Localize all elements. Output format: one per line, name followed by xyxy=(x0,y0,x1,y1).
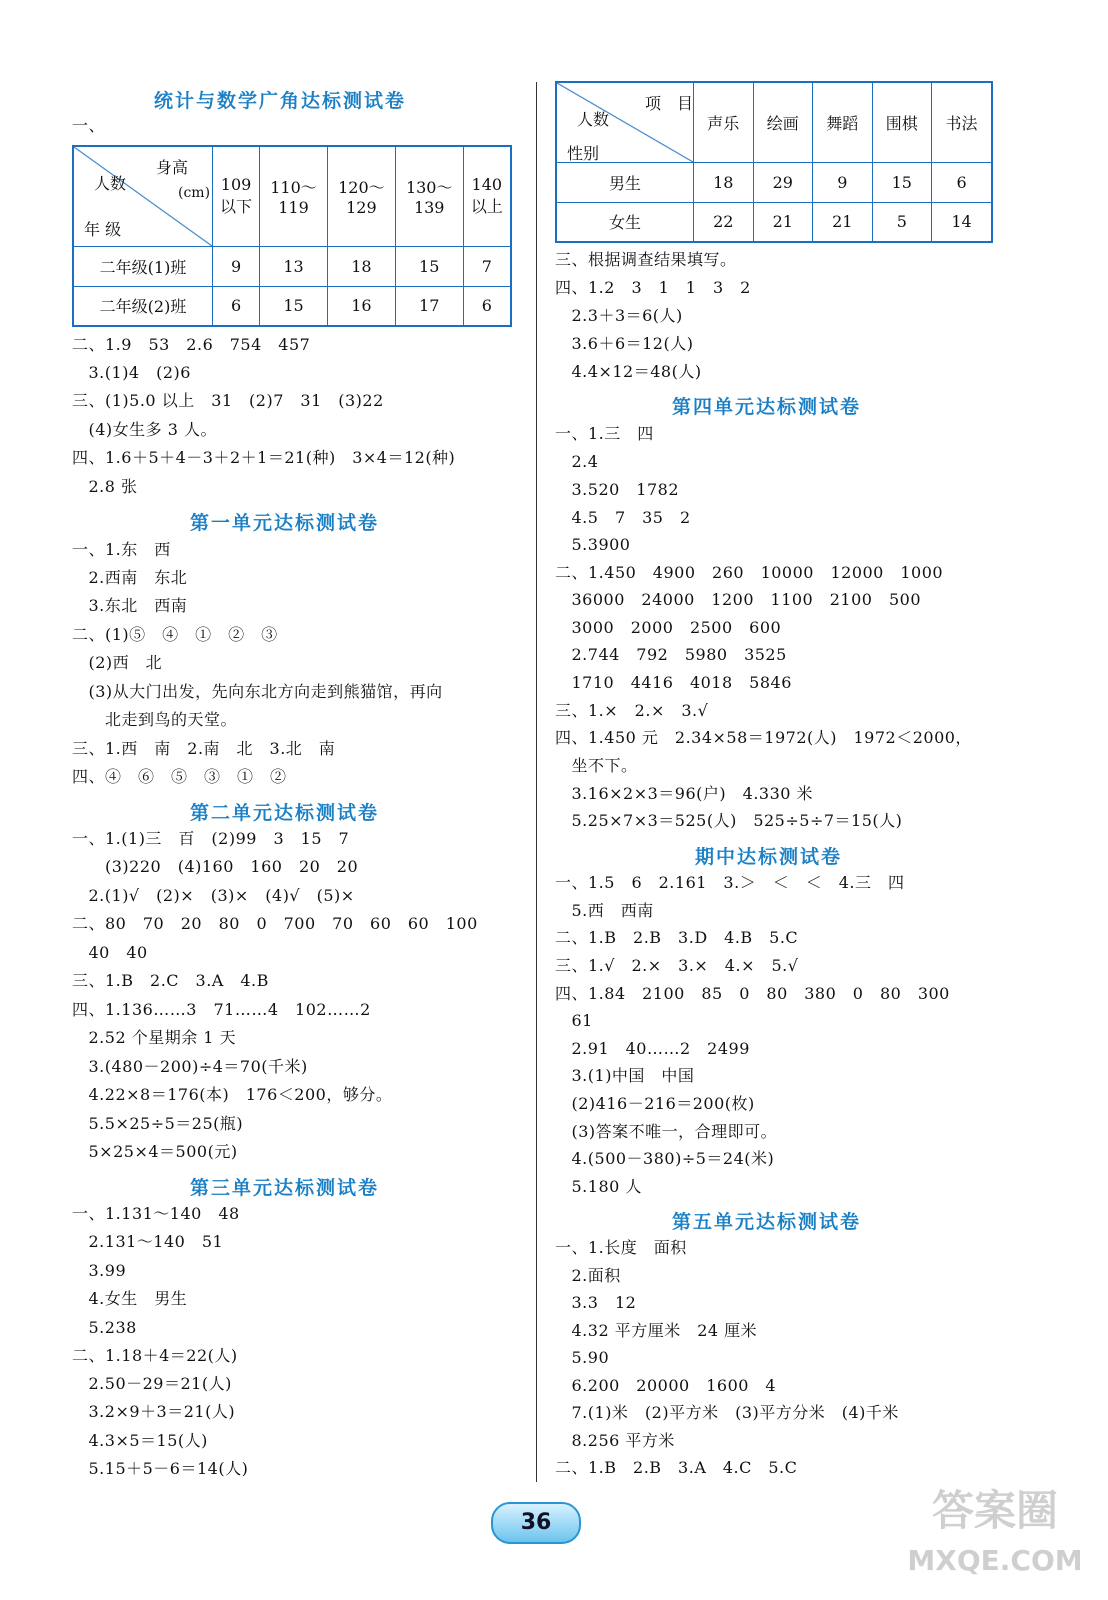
section-title-unit2: 第二单元达标测试卷 xyxy=(190,802,380,824)
answer-line: 3.520 1782 xyxy=(555,480,680,499)
section-title-statistics: 统计与数学广角达标测试卷 xyxy=(154,90,407,112)
table-header-cell: 130～ 139 xyxy=(395,146,463,246)
table-cell: 6 xyxy=(213,286,260,326)
answer-line: 40 40 xyxy=(72,943,148,962)
answer-line: 5.238 xyxy=(72,1318,137,1337)
answer-line: 4.22×8＝176(本) 176＜200，够分。 xyxy=(72,1085,393,1104)
table-header-cell: 书法 xyxy=(932,82,992,162)
section-title-unit3: 第三单元达标测试卷 xyxy=(190,1177,380,1199)
answer-line: 2.91 40……2 2499 xyxy=(555,1039,750,1058)
page-number-badge: 36 xyxy=(491,1502,581,1544)
table-row xyxy=(556,202,992,242)
answer-line: 3.16×2×3＝96(户) 4.330 米 xyxy=(555,784,814,803)
watermark-url: MXQE.COM xyxy=(907,1544,1083,1577)
table-cell: 14 xyxy=(932,202,992,242)
answer-line: 3.(1)4 (2)6 xyxy=(72,363,191,382)
table-corner-header xyxy=(73,146,213,246)
answer-line: 2.(1)√ (2)× (3)× (4)√ (5)× xyxy=(72,886,355,905)
answer-line: 5.西 西南 xyxy=(555,901,654,920)
section-title-midterm: 期中达标测试卷 xyxy=(695,846,843,868)
question-label: 一、 xyxy=(72,116,106,135)
table-header-cell: 110～ 119 xyxy=(260,146,328,246)
row-label: 二年级(1)班 xyxy=(73,246,213,286)
answer-line: 3.东北 西南 xyxy=(72,596,188,615)
table-header-cell: 140 以上 xyxy=(463,146,511,246)
table-cell: 15 xyxy=(872,162,932,202)
section-title-unit4: 第四单元达标测试卷 xyxy=(672,396,862,418)
table-cell: 6 xyxy=(932,162,992,202)
answer-line: 5.5×25÷5＝25(瓶) xyxy=(72,1114,244,1133)
watermark-text: 答案圈 xyxy=(931,1486,1058,1535)
table-header-cell: 围棋 xyxy=(872,82,932,162)
answer-line: 四、1.6＋5＋4－3＋2＋1＝21(种) 3×4＝12(种) xyxy=(72,448,456,467)
section-title-unit5: 第五单元达标测试卷 xyxy=(672,1211,862,1233)
answer-line: 四、1.2 3 1 1 3 2 xyxy=(555,278,751,297)
answer-line: 2.50－29＝21(人) xyxy=(72,1374,232,1393)
answer-line: 一、1.(1)三 百 (2)99 3 15 7 xyxy=(72,829,350,848)
answer-line: (3)从大门出发，先向东北方向走到熊猫馆，再向 xyxy=(72,682,443,701)
table-cell: 9 xyxy=(213,246,260,286)
answer-line: 2.3＋3＝6(人) xyxy=(555,306,683,325)
table-cell: 29 xyxy=(753,162,813,202)
answer-line: 三、1.√ 2.× 3.× 4.× 5.√ xyxy=(555,956,799,975)
answer-line: (2)416－216＝200(枚) xyxy=(555,1094,755,1113)
answer-line: 二、1.9 53 2.6 754 457 xyxy=(72,335,311,354)
table-cell: 5 xyxy=(872,202,932,242)
corner-item-label: 项 目 xyxy=(645,94,694,113)
answer-line: 2.4 xyxy=(555,452,599,471)
table-header-cell: 120～ 129 xyxy=(327,146,395,246)
column-divider xyxy=(536,82,537,1482)
answer-line: 4.(500－380)÷5＝24(米) xyxy=(555,1149,775,1168)
corner-height-label: 身高 xyxy=(156,158,189,177)
table-header-cell: 绘画 xyxy=(753,82,813,162)
answer-line: 5.15＋5－6＝14(人) xyxy=(72,1459,249,1478)
answer-line: 5.3900 xyxy=(555,535,631,554)
answer-line: 6.200 20000 1600 4 xyxy=(555,1376,777,1395)
answer-line: 2.131～140 51 xyxy=(72,1232,224,1251)
answer-line: 5×25×4＝500(元) xyxy=(72,1142,238,1161)
corner-grade-label: 年 级 xyxy=(84,220,122,239)
answer-line: 7.(1)米 (2)平方米 (3)平方分米 (4)千米 xyxy=(555,1403,899,1422)
answer-line: (3)220 (4)160 160 20 20 xyxy=(72,857,359,876)
answer-line: 一、1.东 西 xyxy=(72,540,171,559)
answer-line: 三、1.西 南 2.南 北 3.北 南 xyxy=(72,739,336,758)
answer-line: 二、80 70 20 80 0 700 70 60 60 100 xyxy=(72,914,478,933)
table-row xyxy=(556,162,992,202)
table-cell: 18 xyxy=(694,162,754,202)
answer-line: 三、(1)5.0 以上 31 (2)7 31 (3)22 xyxy=(72,391,384,410)
watermark-logo xyxy=(905,1478,1085,1588)
answer-line: 2.面积 xyxy=(555,1266,621,1285)
row-label: 女生 xyxy=(556,202,694,242)
answer-line: 5.90 xyxy=(555,1348,610,1367)
table-cell: 21 xyxy=(753,202,813,242)
answer-line: 36000 24000 1200 1100 2100 500 xyxy=(555,590,921,609)
row-label: 男生 xyxy=(556,162,694,202)
corner-unit-label: (cm) xyxy=(178,185,211,201)
table-cell: 17 xyxy=(395,286,463,326)
table-cell: 21 xyxy=(813,202,873,242)
table-row xyxy=(73,246,511,286)
answer-line: 四、1.450 元 2.34×58＝1972(人) 1972＜2000， xyxy=(555,728,972,747)
answer-line: 2.8 张 xyxy=(72,477,138,496)
answer-line: 一、1.5 6 2.161 3.＞ ＜ ＜ 4.三 四 xyxy=(555,873,905,892)
answer-line: (4)女生多 3 人。 xyxy=(72,420,218,439)
section-title-unit1: 第一单元达标测试卷 xyxy=(190,512,380,534)
table-cell: 9 xyxy=(813,162,873,202)
row-label: 二年级(2)班 xyxy=(73,286,213,326)
activity-table xyxy=(555,81,993,243)
table-header-cell: 声乐 xyxy=(694,82,754,162)
answer-line: 4.女生 男生 xyxy=(72,1289,188,1308)
answer-line: 8.256 平方米 xyxy=(555,1431,675,1450)
table-row xyxy=(73,286,511,326)
table-cell: 7 xyxy=(463,246,511,286)
height-table xyxy=(72,145,512,327)
answer-line: 5.25×7×3＝525(人) 525÷5÷7＝15(人) xyxy=(555,811,903,830)
table-cell: 13 xyxy=(260,246,328,286)
answer-line: 4.3×5＝15(人) xyxy=(72,1431,208,1450)
answer-line: 61 xyxy=(555,1011,593,1030)
answer-line: 二、(1)⑤ ④ ① ② ③ xyxy=(72,625,278,644)
answer-line: 2.西南 东北 xyxy=(72,568,188,587)
answer-line: 三、1.B 2.C 3.A 4.B xyxy=(72,971,269,990)
answer-line: 3.(480－200)÷4＝70(千米) xyxy=(72,1057,308,1076)
table-cell: 22 xyxy=(694,202,754,242)
corner-gender-label: 性别 xyxy=(567,144,600,163)
answer-line: 4.4×12＝48(人) xyxy=(555,362,702,381)
answer-line: 二、1.450 4900 260 10000 12000 1000 xyxy=(555,563,944,582)
answer-line: 四、1.136……3 71……4 102……2 xyxy=(72,1000,371,1019)
answer-line: 1710 4416 4018 5846 xyxy=(555,673,792,692)
table-header-cell: 舞蹈 xyxy=(813,82,873,162)
answer-line: 2.52 个星期余 1 天 xyxy=(72,1028,237,1047)
answer-line: (2)西 北 xyxy=(72,653,163,672)
corner-count-label: 人数 xyxy=(577,110,610,129)
answer-line: (3)答案不唯一，合理即可。 xyxy=(555,1122,778,1141)
answer-line: 四、④ ⑥ ⑤ ③ ① ② xyxy=(72,767,287,786)
answer-line: 一、1.131～140 48 xyxy=(72,1204,240,1223)
corner-count-label: 人数 xyxy=(94,174,127,193)
table-cell: 18 xyxy=(327,246,395,286)
answer-line: 2.744 792 5980 3525 xyxy=(555,645,787,664)
answer-line: 三、根据调查结果填写。 xyxy=(555,250,737,269)
table-cell: 15 xyxy=(260,286,328,326)
answer-line: 二、1.B 2.B 3.D 4.B 5.C xyxy=(555,928,799,947)
answer-line: 3.99 xyxy=(72,1261,127,1280)
table-cell: 15 xyxy=(395,246,463,286)
answer-line: 3.3 12 xyxy=(555,1293,637,1312)
answer-line: 一、1.三 四 xyxy=(555,424,654,443)
answer-line: 二、1.18＋4＝22(人) xyxy=(72,1346,238,1365)
answer-line: 4.32 平方厘米 24 厘米 xyxy=(555,1321,758,1340)
answer-line: 北走到鸟的天堂。 xyxy=(72,710,238,729)
answer-line: 3.(1)中国 中国 xyxy=(555,1066,695,1085)
table-cell: 6 xyxy=(463,286,511,326)
answer-line: 四、1.84 2100 85 0 80 380 0 80 300 xyxy=(555,984,950,1003)
answer-line: 5.180 人 xyxy=(555,1177,642,1196)
answer-line: 一、1.长度 面积 xyxy=(555,1238,687,1257)
answer-line: 3.6＋6＝12(人) xyxy=(555,334,694,353)
answer-line: 4.5 7 35 2 xyxy=(555,508,691,527)
table-header-cell: 109 以下 xyxy=(213,146,260,246)
answer-line: 坐不下。 xyxy=(555,756,638,775)
answer-line: 3000 2000 2500 600 xyxy=(555,618,782,637)
table-corner-header xyxy=(556,82,694,162)
answer-line: 3.2×9＋3＝21(人) xyxy=(72,1402,236,1421)
answer-line: 三、1.× 2.× 3.√ xyxy=(555,701,709,720)
answer-line: 二、1.B 2.B 3.A 4.C 5.C xyxy=(555,1458,798,1477)
table-cell: 16 xyxy=(327,286,395,326)
